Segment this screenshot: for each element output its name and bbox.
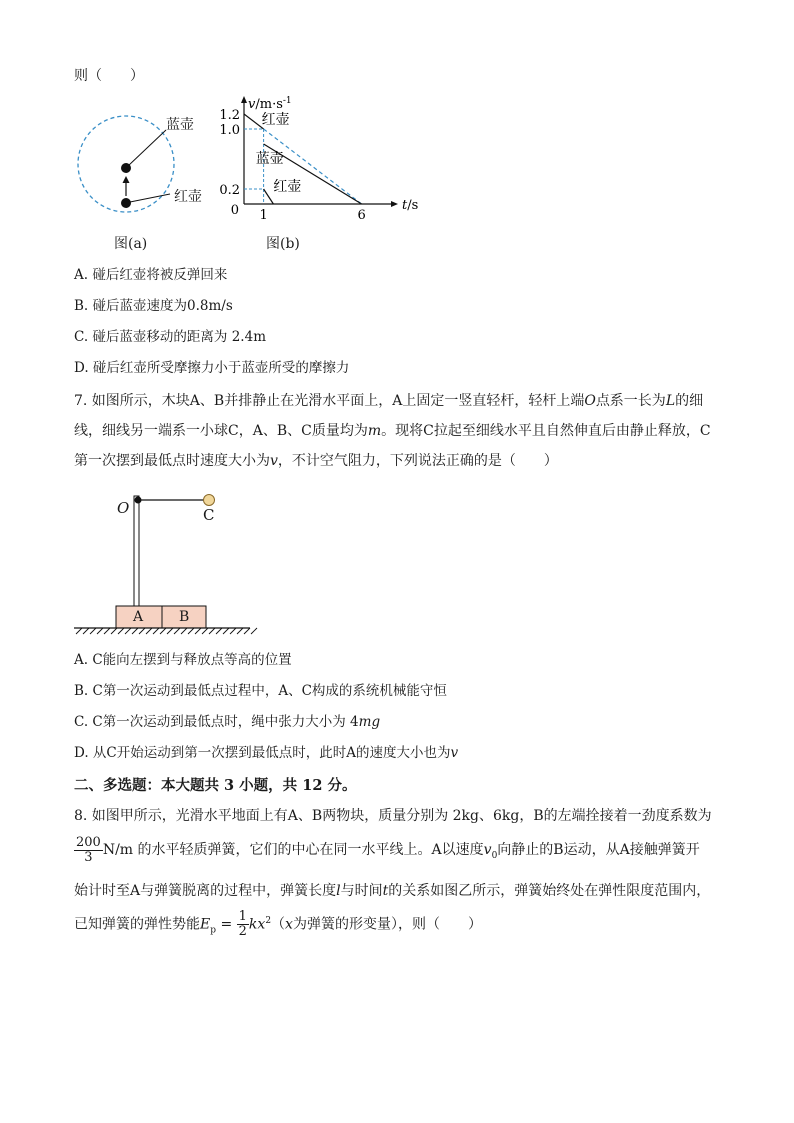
figure-b <box>219 92 419 228</box>
q7-line-3: 第一次摆到最低点时速度大小为v，不计空气阻力，下列说法正确的是（ ） <box>74 453 558 469</box>
q6-tail: 则（ ） <box>74 68 144 84</box>
fraction-200-3: $\frac{200}{3}$ <box>76 834 101 865</box>
y-axis-label: $v/m\cdot s^{-1}$ <box>248 96 292 112</box>
blue-leader-line <box>128 130 166 166</box>
tick-y-1-2: 1.2 <box>219 108 240 123</box>
q7-option-b: B. C第一次运动到最低点过程中，A、C构成的系统机械能守恒 <box>74 683 447 699</box>
hatch-mark <box>237 628 243 634</box>
hatch-mark <box>202 628 208 634</box>
section-2-heading: 二、多选题：本大题共 3 小题，共 12 分。 <box>74 777 357 794</box>
arrow-head-icon <box>123 176 130 183</box>
tick-x-1: 1 <box>259 208 268 223</box>
q6-option-b: B. 碰后蓝壶速度为0.8m/s <box>74 298 233 314</box>
red-leader-line <box>130 194 170 202</box>
series-label-blue: 蓝壶 <box>255 151 284 167</box>
vt-chart <box>219 96 418 223</box>
series-label-red-top: 红壶 <box>261 112 290 128</box>
red-after-line <box>264 189 274 204</box>
series-label-red-bottom: 红壶 <box>273 179 302 195</box>
fig-q7-a-label: A <box>133 609 144 625</box>
fig-a-label-blue: 蓝壶 <box>166 117 194 133</box>
hatch-mark <box>195 628 201 634</box>
fig-q7-o-label: O <box>117 499 130 517</box>
pivot-o <box>135 497 142 504</box>
tick-origin: 0 <box>230 203 239 218</box>
q6-option-d: D. 碰后红壶所受摩擦力小于蓝壶所受的摩擦力 <box>74 360 350 376</box>
hatch-mark <box>118 628 124 634</box>
fig-q7-b-label: B <box>179 609 190 625</box>
q8-line-3: 始计时至A与弹簧脱离的过程中，弹簧长度l与时间t的关系如图乙所示，弹簧始终处在弹性限度范围内， <box>74 883 711 899</box>
ball-c <box>204 495 215 506</box>
x-axis-arrow-icon <box>391 201 398 207</box>
q8-line-2: $\frac{200}{3}$ N/m 的水平轻质弹簧，它们的中心在同一水平线上。A以速度$v_0$向静止的B运动，从A接触弹簧开 <box>76 834 700 865</box>
q7-option-c: C. C第一次运动到最低点时，绳中张力大小为 4mg <box>74 714 381 730</box>
fig-a-label-red: 红壶 <box>174 189 202 205</box>
hatch-mark <box>90 628 96 634</box>
ground-hatch <box>76 628 257 634</box>
q6-option-c: C. 碰后蓝壶移动的距离为 2.4m <box>74 329 266 345</box>
hatch-mark <box>209 628 215 634</box>
hatch-mark <box>139 628 145 634</box>
hatch-mark <box>181 628 187 634</box>
q7-line-2: 线，细线另一端系一小球C，A、B、C质量均为m。现将C拉起至细线水平且自然伸直后由静止释放，C <box>74 423 711 439</box>
fig-q7-c-label: C <box>203 506 215 524</box>
x-axis-label: t/s <box>402 198 419 213</box>
hatch-mark <box>97 628 103 634</box>
hatch-mark <box>146 628 152 634</box>
tick-x-6: 6 <box>357 208 366 223</box>
hatch-mark <box>174 628 180 634</box>
figure-q7 <box>70 486 260 636</box>
fraction-1-2: $\frac{1}{2}$ <box>238 909 247 940</box>
tick-y-1-0: 1.0 <box>219 123 240 138</box>
y-axis-arrow-icon <box>241 96 247 103</box>
fig-b-caption: 图(b) <box>266 236 300 252</box>
hatch-mark <box>125 628 131 634</box>
hatch-mark <box>223 628 229 634</box>
q7-option-d: D. 从C开始运动到第一次摆到最低点时，此时A的速度大小也为v <box>74 745 459 761</box>
hatch-mark <box>230 628 236 634</box>
hatch-mark <box>244 628 250 634</box>
hatch-mark <box>160 628 166 634</box>
fig-a-caption: 图(a) <box>114 236 148 252</box>
hatch-mark <box>188 628 194 634</box>
tick-y-0-2: 0.2 <box>219 183 240 198</box>
q7-option-a: A. C能向左摆到与释放点等高的位置 <box>74 652 292 668</box>
hatch-mark <box>76 628 82 634</box>
hatch-mark <box>104 628 110 634</box>
hatch-mark <box>167 628 173 634</box>
hatch-mark <box>216 628 222 634</box>
hatch-mark <box>251 628 257 634</box>
hatch-mark <box>132 628 138 634</box>
hatch-mark <box>153 628 159 634</box>
rod <box>134 496 139 606</box>
hatch-mark <box>83 628 89 634</box>
q8-line-4: 已知弹簧的弹性势能$E_p$ = $\frac{1}{2}$ $kx^2(x$为弹簧的形变量），则（ ） <box>74 909 482 940</box>
q7-line-1: 7. 如图所示，木块A、B并排静止在光滑水平面上，A上固定一竖直轻杆，轻杆上端O点系一长为L的细 <box>74 393 704 409</box>
q8-line-1: 8. 如图甲所示，光滑水平地面上有A、B两物块，质量分别为 2kg、6kg，B的左端拴接着一劲度系数为 <box>74 808 712 824</box>
q6-option-a: A. 碰后红壶将被反弹回来 <box>74 267 228 283</box>
hatch-mark <box>111 628 117 634</box>
red-stone <box>121 198 131 208</box>
